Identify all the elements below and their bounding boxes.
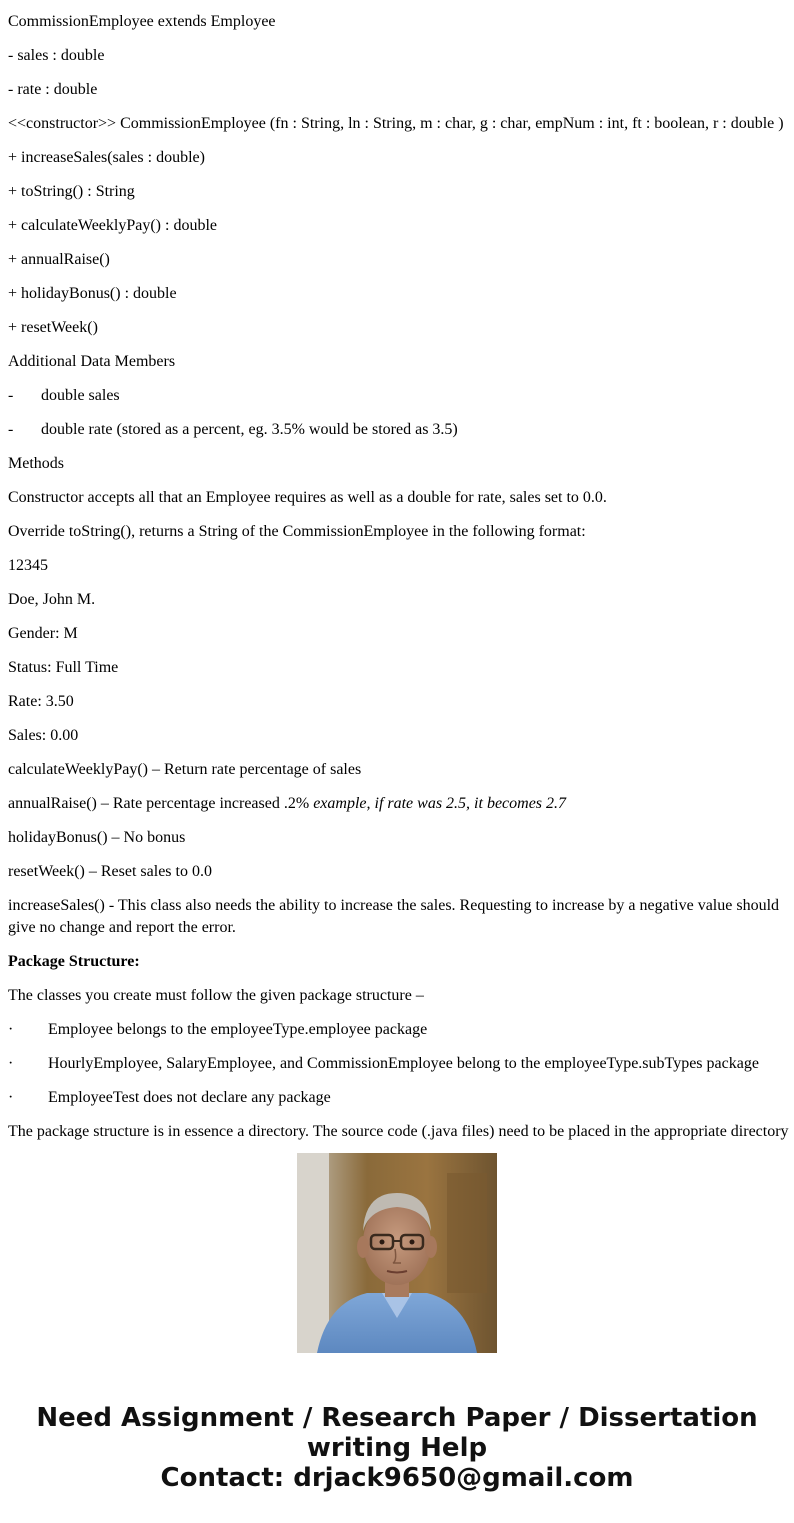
data-member-item [8, 385, 786, 407]
sample-output-line: Rate: 3.50 [8, 693, 74, 710]
uml-method-tostring: + toString() : String [8, 183, 135, 200]
bullet-marker: · [8, 1089, 14, 1106]
author-portrait-icon [297, 1153, 497, 1353]
package-item-text: HourlyEmployee, SalaryEmployee, and CommissionEmployee belong to the employeeType.subTypes package [48, 1055, 759, 1072]
sample-output-line: Gender: M [8, 625, 78, 642]
increase-sales-description: increaseSales() - This class also needs the ability to increase the sales. Requesting to increase by a negative value should give no change and report the error. [8, 897, 780, 936]
dash-marker: - [8, 387, 14, 404]
uml-method-holiday-bonus: + holidayBonus() : double [8, 285, 177, 302]
package-item [8, 1019, 786, 1041]
sample-output-line: Status: Full Time [8, 659, 119, 676]
uml-field-sales: - sales : double [8, 47, 105, 64]
package-item-text: Employee belongs to the employeeType.employee package [48, 1021, 428, 1038]
tostring-description: Override toString(), returns a String of the CommissionEmployee in the following format: [8, 523, 586, 540]
data-member-text: double sales [41, 387, 120, 404]
data-member-text: double rate (stored as a percent, eg. 3.5% would be stored as 3.5) [41, 421, 458, 438]
constructor-description: Constructor accepts all that an Employee requires as well as a double for rate, sales set to 0.0. [8, 489, 607, 506]
uml-constructor: <<constructor>> CommissionEmployee (fn : String, ln : String, m : char, g : char, empNum : int, ft : boolean, r : double ) [8, 115, 784, 132]
footer-contact[interactable]: Contact: drjack9650@gmail.com [160, 1463, 634, 1493]
uml-field-rate: - rate : double [8, 81, 98, 98]
bullet-marker: · [8, 1021, 14, 1038]
portrait-image [297, 1153, 497, 1353]
package-intro: The classes you create must follow the given package structure – [8, 987, 424, 1004]
bullet-marker: · [8, 1055, 14, 1072]
annual-raise-text: annualRaise() – Rate percentage increased .2% [8, 795, 314, 812]
footer-banner [0, 1403, 794, 1493]
weekly-pay-description: calculateWeeklyPay() – Return rate percentage of sales [8, 761, 362, 778]
package-item-text: EmployeeTest does not declare any package [48, 1089, 331, 1106]
methods-heading: Methods [8, 455, 64, 472]
uml-method-reset-week: + resetWeek() [8, 319, 98, 336]
package-item [8, 1087, 786, 1109]
holiday-bonus-description: holidayBonus() – No bonus [8, 829, 186, 846]
sample-output-line: 12345 [8, 557, 48, 574]
annual-raise-example: example, if rate was 2.5, it becomes 2.7 [313, 795, 567, 812]
sample-output-line: Sales: 0.00 [8, 727, 79, 744]
package-heading: Package Structure: [8, 953, 140, 970]
uml-method-annual-raise: + annualRaise() [8, 251, 110, 268]
uml-method-weekly-pay: + calculateWeeklyPay() : double [8, 217, 217, 234]
package-item [8, 1053, 786, 1075]
dash-marker: - [8, 421, 14, 438]
uml-method-increase-sales: + increaseSales(sales : double) [8, 149, 205, 166]
class-heading: CommissionEmployee extends Employee [8, 13, 276, 30]
cut-off-line: The package structure is in essence a directory. The source code (.java files) need to be placed in the appropriate directory [8, 1123, 789, 1140]
sample-output-line: Doe, John M. [8, 591, 96, 608]
document-body [8, 0, 789, 1140]
data-member-item [8, 419, 786, 441]
footer-line-2: writing Help [306, 1433, 488, 1463]
annual-raise-description [8, 793, 786, 815]
data-members-heading: Additional Data Members [8, 353, 176, 370]
reset-week-description: resetWeek() – Reset sales to 0.0 [8, 863, 212, 880]
footer-line-1: Need Assignment / Research Paper / Dissertation [36, 1403, 758, 1433]
